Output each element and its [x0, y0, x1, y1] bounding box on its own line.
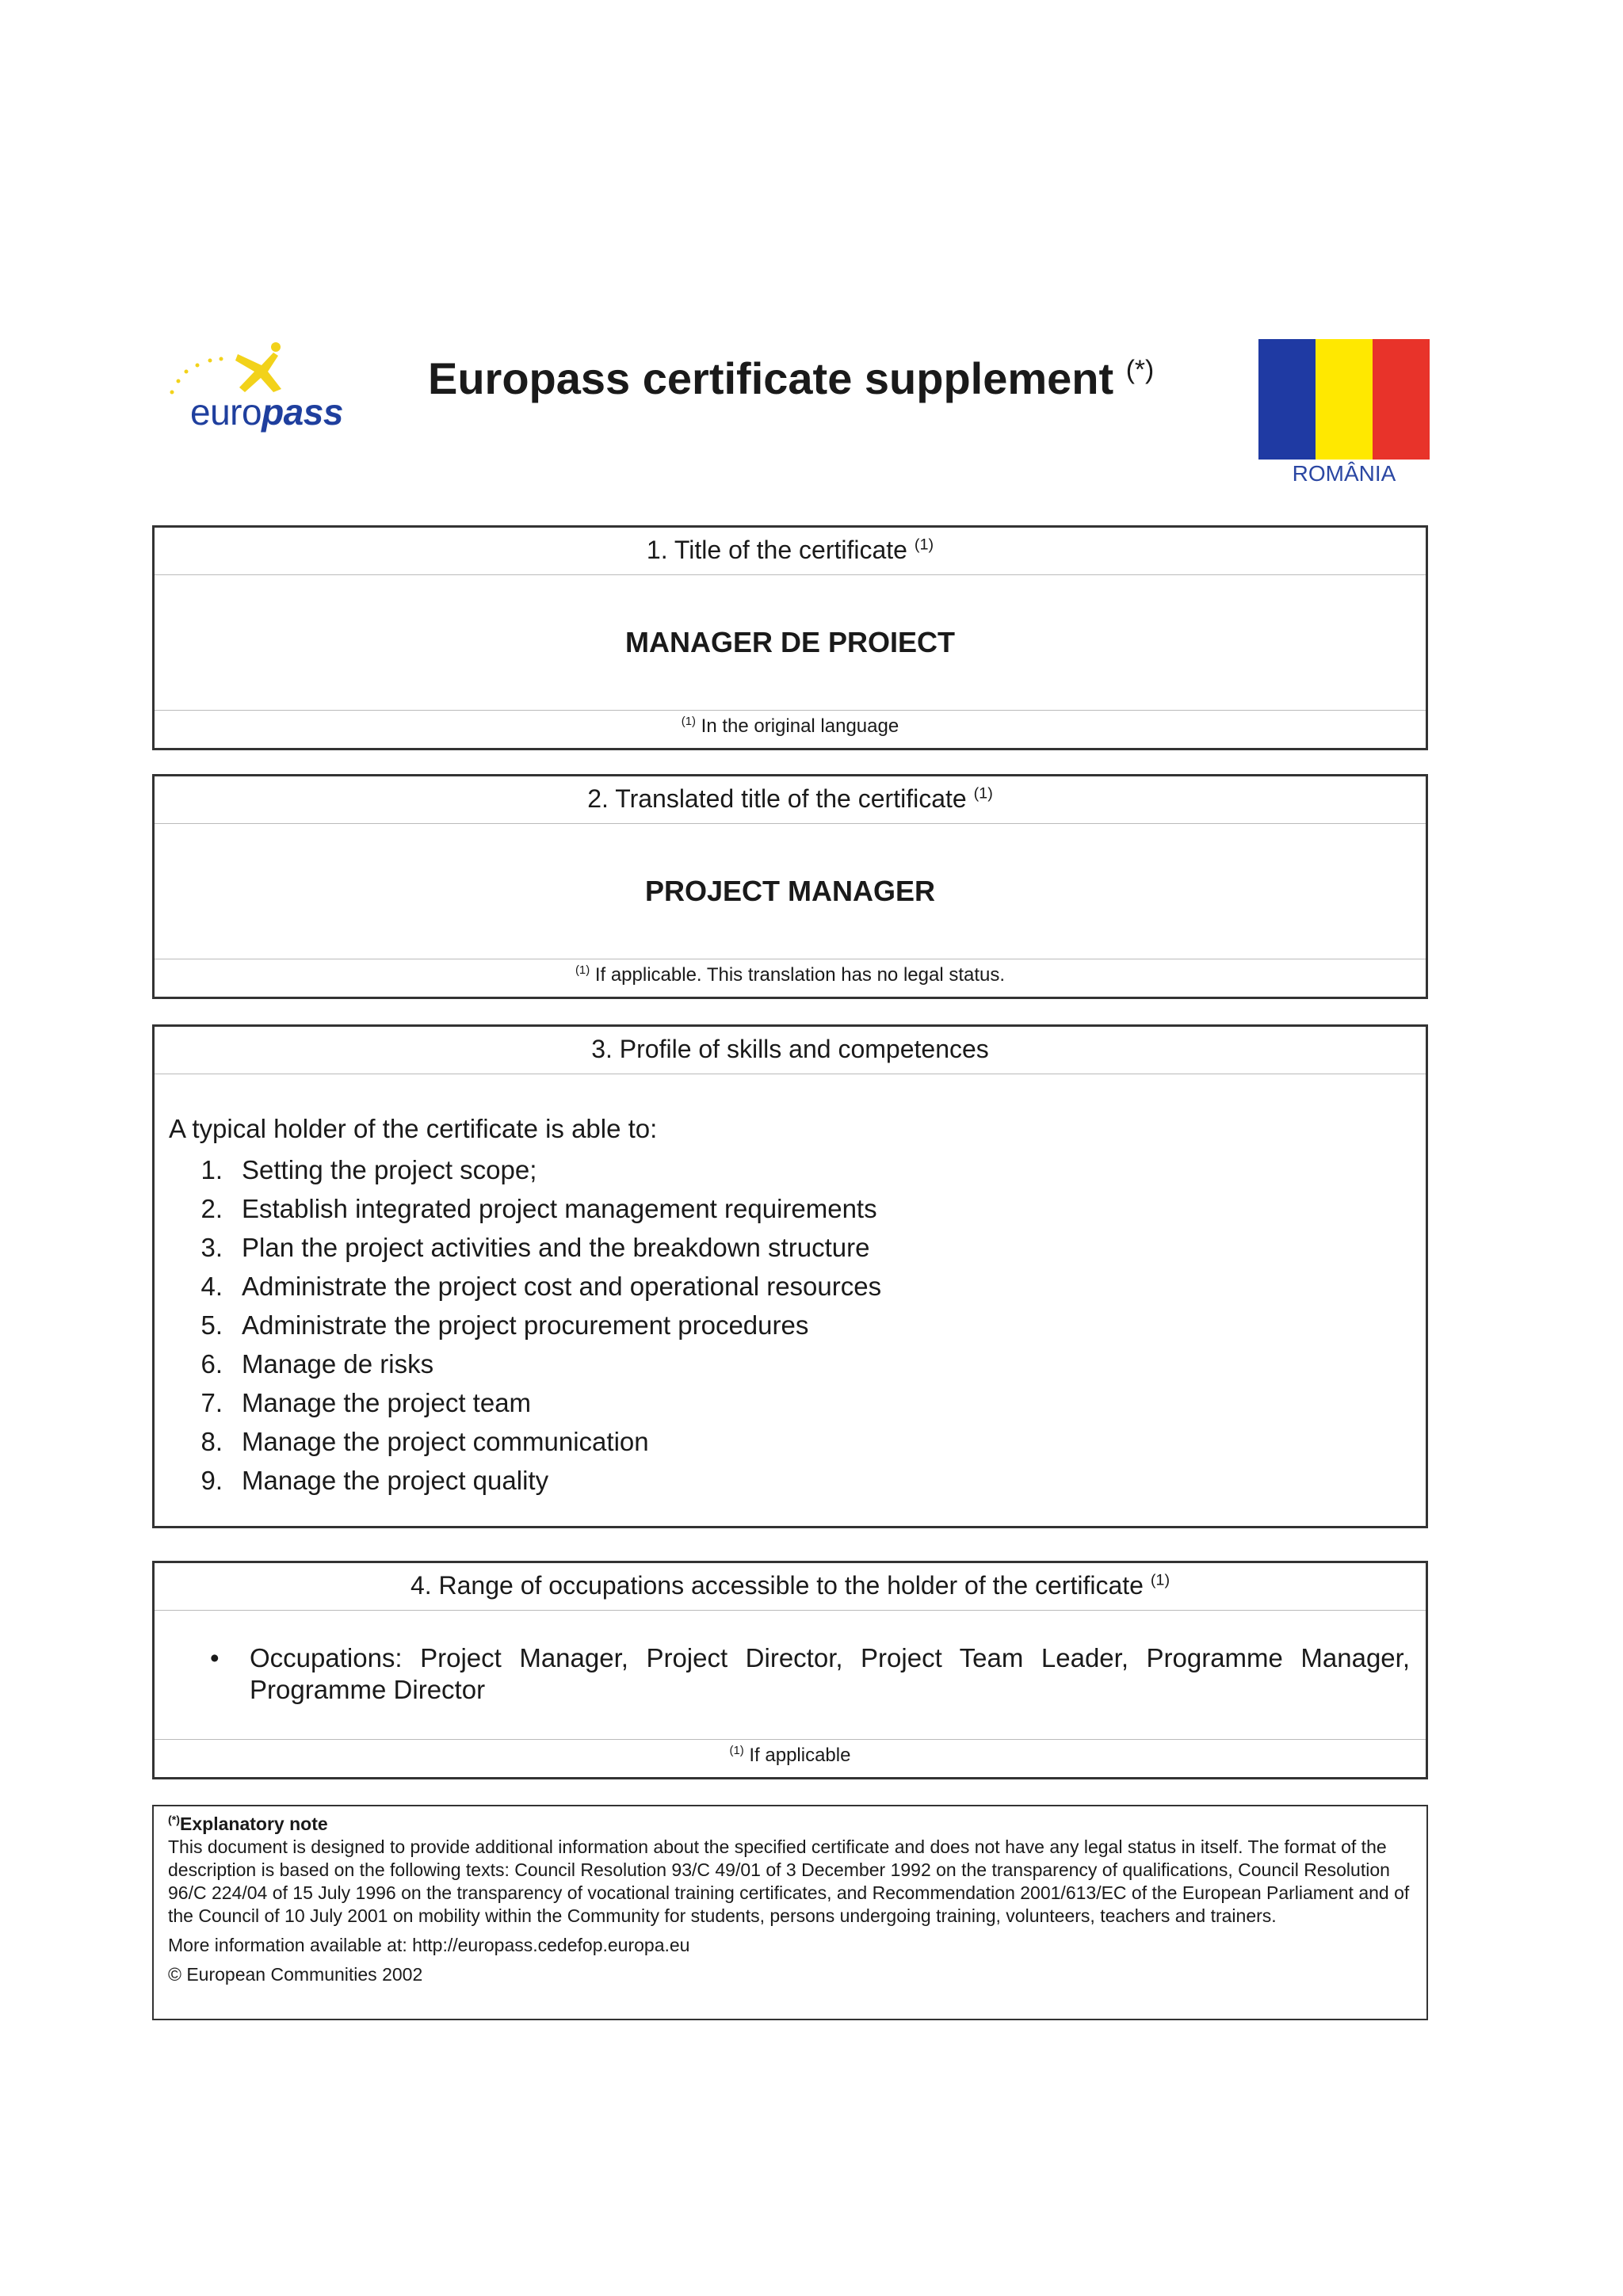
list-item-text: Setting the project scope;	[242, 1154, 537, 1184]
section-skills-profile	[152, 1024, 1428, 1528]
skills-list	[169, 1150, 1426, 1500]
list-item-number: 9.	[200, 1465, 223, 1495]
note-marker: (*)	[168, 1814, 181, 1827]
note-more-info: More information available at: http://europass.cedefop.europa.eu	[168, 1935, 690, 1955]
country-label: ROMÂNIA	[1292, 461, 1396, 486]
note-body: This document is designed to provide additional information about the specified certificate and does not have any legal status in itself. The format of the description is based on the following texts: Council Resolution 93/C 49/01 of 3 December 1992 on the transparency of qualifications, Council Resolution 96/C 224/04 of 15 July 1996 on the transparency of vocational training certificates, and Recommendation 2001/613/EC of the European Parliament and of the Council of 10 July 2001 on mobility within the Community for students, persons undergoing training, volunteers, teachers and trainers.	[168, 1836, 1410, 1926]
page-title	[428, 353, 1154, 404]
list-item-text: Administrate the project cost and operational resources	[242, 1271, 882, 1301]
list-item-text: Establish integrated project management requirements	[242, 1193, 877, 1223]
list-item-text: Plan the project activities and the breakdown structure	[242, 1232, 870, 1262]
list-item	[169, 1150, 1426, 1189]
footnote-marker: (1)	[729, 1745, 744, 1757]
skills-intro: A typical holder of the certificate is able to:	[169, 1114, 658, 1143]
page-title-marker: (*)	[1125, 355, 1155, 385]
list-item-text: Administrate the project procurement procedures	[242, 1310, 809, 1340]
page-title-text: Europass certificate supplement	[428, 353, 1114, 403]
occupations-text: Occupations: Project Manager, Project Director, Project Team Leader, Programme Manager, Programme Director	[250, 1643, 1410, 1704]
section-heading	[155, 776, 1426, 824]
note-copyright: © European Communities 2002	[168, 1964, 423, 1985]
section-heading	[155, 1027, 1426, 1074]
translated-title-value: PROJECT MANAGER	[644, 875, 936, 907]
list-item-text: Manage the project quality	[242, 1465, 549, 1495]
section-translated-title	[152, 774, 1428, 999]
footnote-text: In the original language	[701, 715, 899, 737]
section-occupations	[152, 1561, 1428, 1779]
footnote-marker: (1)	[575, 964, 590, 977]
list-item-number: 5.	[200, 1310, 223, 1340]
logo-euro-text: euro	[190, 391, 262, 433]
list-item-text: Manage the project communication	[242, 1426, 649, 1456]
europass-wordmark	[190, 391, 343, 433]
section-heading	[155, 1563, 1426, 1611]
note-heading	[168, 1813, 1412, 1836]
skills-content	[155, 1074, 1426, 1500]
list-item	[169, 1383, 1426, 1422]
logo-pass-text: pass	[262, 391, 343, 433]
section-footnote	[155, 959, 1426, 988]
section-certificate-title	[152, 525, 1428, 750]
list-item-number: 7.	[200, 1387, 223, 1417]
note-heading-text: Explanatory note	[180, 1814, 328, 1834]
section-heading-text: 3. Profile of skills and competences	[591, 1035, 989, 1063]
list-item-number: 6.	[200, 1348, 223, 1379]
flag-stripe-blue	[1258, 339, 1316, 460]
list-item	[169, 1306, 1426, 1344]
footnote-marker: (1)	[1150, 1571, 1170, 1589]
list-item-number: 8.	[200, 1426, 223, 1456]
list-item-text: Manage the project team	[242, 1387, 532, 1417]
section-footnote	[155, 710, 1426, 739]
list-item	[169, 1344, 1426, 1383]
explanatory-note	[152, 1805, 1428, 2020]
europass-logo	[162, 337, 345, 456]
flag-stripe-yellow	[1316, 339, 1373, 460]
footnote-marker: (1)	[914, 536, 934, 554]
flag-stripe-red	[1373, 339, 1430, 460]
footnote-marker: (1)	[973, 784, 993, 803]
list-item	[169, 1267, 1426, 1306]
certificate-title-value: MANAGER DE PROIECT	[624, 626, 956, 658]
list-item	[169, 1228, 1426, 1267]
section-heading-text: 1. Title of the certificate	[646, 536, 907, 564]
list-item-number: 1.	[200, 1154, 223, 1184]
section-heading-text: 2. Translated title of the certificate	[587, 784, 967, 813]
list-item	[169, 1422, 1426, 1461]
footnote-marker: (1)	[681, 715, 696, 728]
footnote-text: If applicable. This translation has no legal status.	[594, 964, 1006, 986]
section-heading-text: 4. Range of occupations accessible to the holder of the certificate	[410, 1571, 1144, 1600]
list-item-number: 2.	[200, 1193, 223, 1223]
list-item-number: 4.	[200, 1271, 223, 1301]
bullet-icon: •	[210, 1643, 220, 1672]
list-item-text: Manage de risks	[242, 1348, 434, 1379]
list-item	[169, 1461, 1426, 1500]
occupations-content	[155, 1611, 1426, 1739]
list-item	[169, 1189, 1426, 1228]
footnote-text: If applicable	[749, 1745, 851, 1766]
section-footnote	[155, 1739, 1426, 1768]
list-item-number: 3.	[200, 1232, 223, 1262]
romania-flag	[1258, 339, 1430, 460]
section-heading	[155, 528, 1426, 575]
